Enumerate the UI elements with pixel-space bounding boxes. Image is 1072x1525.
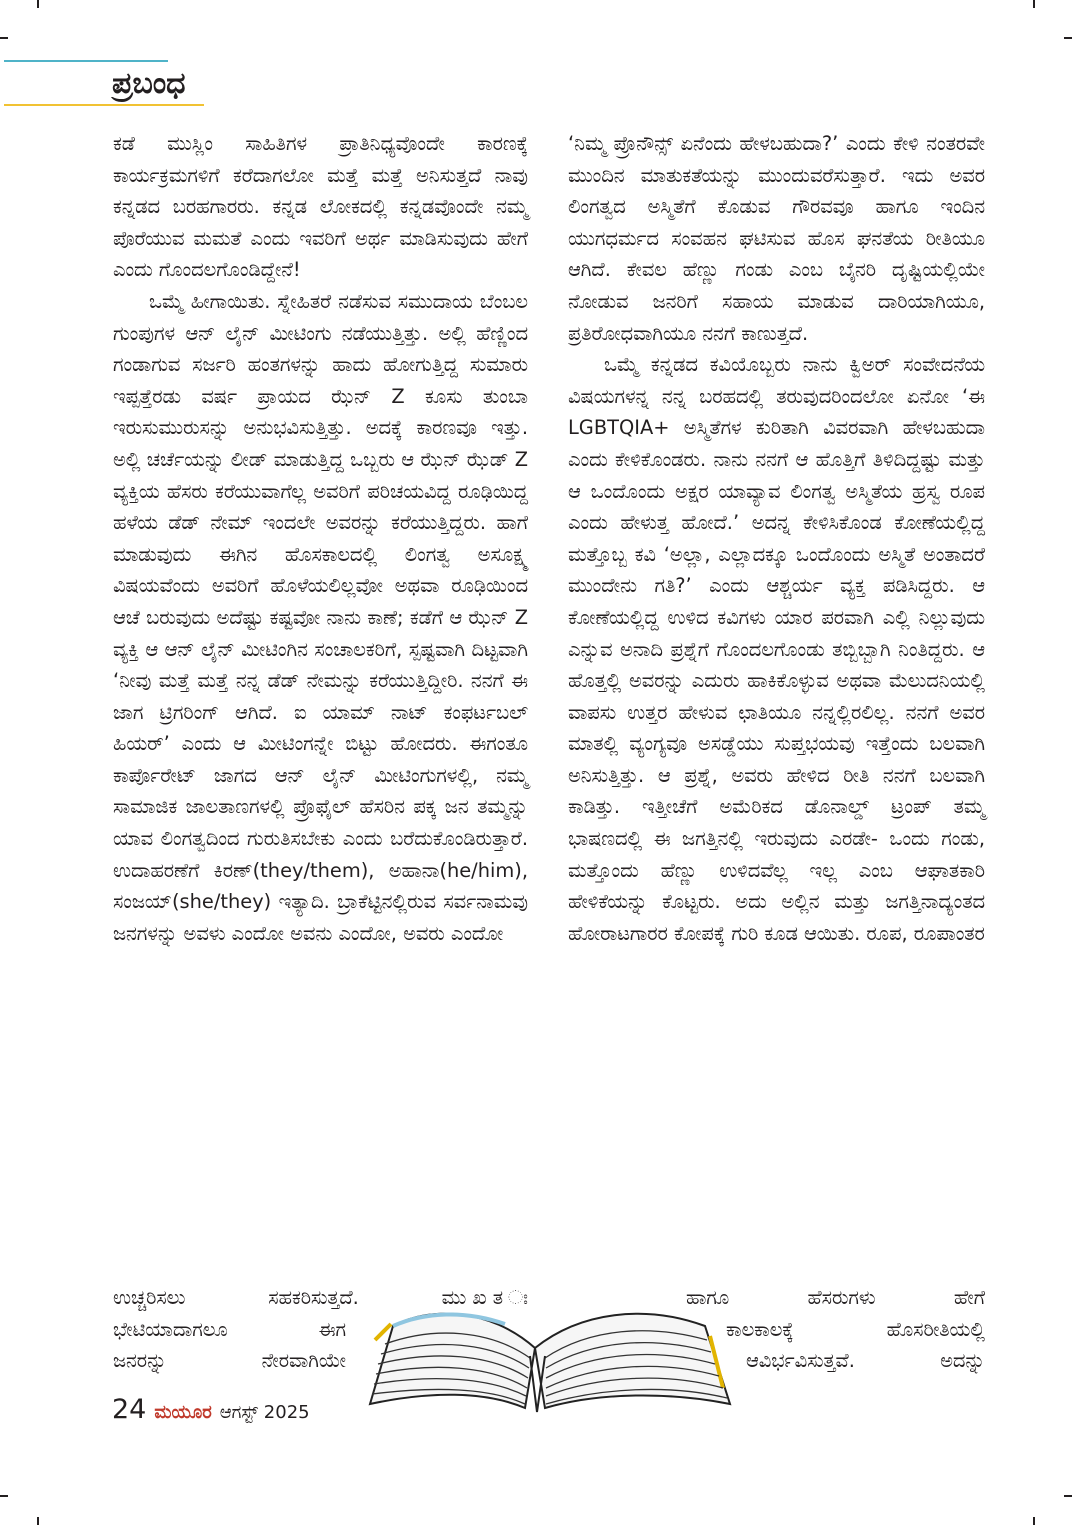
page-number: 24 bbox=[112, 1394, 147, 1425]
crop-mark bbox=[0, 37, 8, 39]
crop-mark bbox=[0, 1495, 8, 1497]
text-line: ಭೇಟಿಯಾದಾಗಲೂ ಈಗ bbox=[113, 1317, 346, 1341]
text-line: ಆವಿರ್ಭವಿಸುತ್ತವೆ. ಅದನ್ನು bbox=[746, 1349, 985, 1373]
right-column bbox=[568, 128, 985, 949]
crop-mark bbox=[1033, 0, 1035, 8]
paragraph: ಒಮ್ಮೆ ಹೀಗಾಯಿತು. ಸ್ನೇಹಿತರೆ ನಡೆಸುವ ಸಮುದಾಯ ಬೆಂಬಲ ಗುಂಪುಗಳ ಆನ್ ಲೈನ್ ಮೀಟಿಂಗು ನಡೆಯುತ್ತಿತ್ತು. ಅಲ್ಲಿ ಹೆಣ್ಣಿಂದ ಗಂಡಾಗುವ ಸರ್ಜರಿ ಹಂತಗಳನ್ನು ಹಾದು ಹೋಗುತ್ತಿದ್ದ ಸುಮಾರು ಇಪ್ಪತ್ತೆರಡು ವರ್ಷ ಪ್ರಾಯದ ಝೆನ್ Z ಕೂಸು ತುಂಬಾ ಇರುಸುಮುರುಸನ್ನು ಅನುಭವಿಸುತ್ತಿತ್ತು. ಅದಕ್ಕೆ ಕಾರಣವೂ ಇತ್ತು. ಅಲ್ಲಿ ಚರ್ಚೆಯನ್ನು ಲೀಡ್ ಮಾಡುತ್ತಿದ್ದ ಒಬ್ಬರು ಆ ಝೆನ್ ಝೆಡ್ Z ವ್ಯಕ್ತಿಯ ಹೆಸರು ಕರೆಯುವಾಗೆಲ್ಲ ಅವರಿಗೆ ಪರಿಚಯವಿದ್ದ ರೂಢಿಯಿದ್ದ ಹಳೆಯ ಡೆಡ್ ನೇಮ್ ಇಂದಲೇ ಅವರನ್ನು ಕರೆಯುತ್ತಿದ್ದರು. ಹಾಗೆ ಮಾಡುವುದು ಈಗಿನ ಹೊಸಕಾಲದಲ್ಲಿ ಲಿಂಗತ್ವ ಅಸೂಕ್ಷ್ಮ ವಿಷಯವೆಂದು ಅವರಿಗೆ ಹೊಳೆಯಲಿಲ್ಲವೋ ಅಥವಾ ರೂಢಿಯಿಂದ ಆಚೆ ಬರುವುದು ಅದೆಷ್ಟು ಕಷ್ಟವೋ ನಾನು ಕಾಣೆ; ಕಡೆಗೆ ಆ ಝೆನ್ Z ವ್ಯಕ್ತಿ ಆ ಆನ್ ಲೈನ್ ಮೀಟಿಂಗಿನ ಸಂಚಾಲಕರಿಗೆ, ಸ್ಪಷ್ಟವಾಗಿ ದಿಟ್ಟವಾಗಿ ‘ನೀವು ಮತ್ತೆ ಮತ್ತೆ ನನ್ನ ಡೆಡ್ ನೇಮನ್ನು ಕರೆಯುತ್ತಿದ್ದೀರಿ. ನನಗೆ ಈ ಜಾಗ ಟ್ರಿಗರಿಂಗ್ ಆಗಿದೆ. ಐ ಯಾಮ್ ನಾಟ್ ಕಂಫರ್ಟಬಲ್ ಹಿಯರ್’ ಎಂದು ಆ ಮೀಟಿಂಗನ್ನೇ ಬಿಟ್ಟು ಹೋದರು. ಈಗಂತೂ ಕಾರ್ಪೊರೇಟ್ ಜಾಗದ ಆನ್ ಲೈನ್ ಮೀಟಿಂಗುಗಳಲ್ಲಿ, ನಮ್ಮ ಸಾಮಾಜಿಕ ಜಾಲತಾಣಗಳಲ್ಲಿ ಪ್ರೊಫೈಲ್ ಹೆಸರಿನ ಪಕ್ಕ ಜನ ತಮ್ಮನ್ನು ಯಾವ ಲಿಂಗತ್ವದಿಂದ ಗುರುತಿಸಬೇಕು ಎಂದು ಬರೆದುಕೊಂಡಿರುತ್ತಾರೆ. ಉದಾಹರಣೆಗೆ ಕಿರಣ್(they/them), ಅಹಾನಾ(he/him), ಸಂಜಯ್(she/they) ಇತ್ಯಾದಿ. ಬ್ರಾಕೆಟ್ಟಿನಲ್ಲಿರುವ ಸರ್ವನಾಮವು ಜನಗಳನ್ನು ಅವಳು ಎಂದೋ ಅವನು ಎಂದೋ, ಅವರು ಎಂದೋ bbox=[113, 289, 528, 945]
issue-date: ಆಗಸ್ಟ್ 2025 bbox=[219, 1402, 310, 1423]
crop-mark bbox=[37, 0, 39, 8]
section-title: ಪ್ರಬಂಧ bbox=[112, 66, 186, 101]
text-line: ಉಚ್ಚರಿಸಲು ಸಹಕರಿಸುತ್ತದೆ. ಮು ಖ ತ ಃ bbox=[113, 1286, 528, 1309]
page-footer bbox=[112, 1394, 310, 1425]
crop-mark bbox=[1064, 1495, 1072, 1497]
left-column bbox=[113, 128, 528, 949]
paragraph: ಒಮ್ಮೆ ಕನ್ನಡದ ಕವಿಯೊಬ್ಬರು ನಾನು ಕ್ವಿಅರ್ ಸಂವೇದನೆಯ ವಿಷಯಗಳನ್ನ ನನ್ನ ಬರಹದಲ್ಲಿ ತರುವುದರಿಂದಲೋ ಏನೋ ‘ಈ LGBTQIA+ ಅಸ್ಮಿತೆಗಳ ಕುರಿತಾಗಿ ವಿವರವಾಗಿ ಹೇಳಬಹುದಾ ಎಂದು ಕೇಳಿಕೊಂಡರು. ನಾನು ನನಗೆ ಆ ಹೊತ್ತಿಗೆ ತಿಳಿದಿದ್ದಷ್ಟು ಮತ್ತು ಆ ಒಂದೊಂದು ಅಕ್ಷರ ಯಾವ್ಯಾವ ಲಿಂಗತ್ವ ಅಸ್ಮಿತೆಯ ಹ್ರಸ್ವ ರೂಪ ಎಂದು ಹೇಳುತ್ತ ಹೋದೆ.’ ಅದನ್ನ ಕೇಳಿಸಿಕೊಂಡ ಕೋಣೆಯಲ್ಲಿದ್ದ ಮತ್ತೊಬ್ಬ ಕವಿ ‘ಅಲ್ಲಾ, ಎಲ್ಲಾದಕ್ಕೂ ಒಂದೊಂದು ಅಸ್ಮಿತೆ ಅಂತಾದರೆ ಮುಂದೇನು ಗತಿ?’ ಎಂದು ಆಶ್ಚರ್ಯ ವ್ಯಕ್ತ ಪಡಿಸಿದ್ದರು. ಆ ಕೋಣೆಯಲ್ಲಿದ್ದ ಉಳಿದ ಕವಿಗಳು ಯಾರ ಪರವಾಗಿ ಎಲ್ಲಿ ನಿಲ್ಲುವುದು ಎನ್ನುವ ಅನಾದಿ ಪ್ರಶ್ನೆಗೆ ಗೊಂದಲಗೊಂಡು ತಬ್ಬಿಬ್ಬಾಗಿ ನಿಂತಿದ್ದರು. ಆ ಹೊತ್ತಲ್ಲಿ ಅವರನ್ನು ಎದುರು ಹಾಕಿಕೊಳ್ಳುವ ಅಥವಾ ಮೆಲುದನಿಯಲ್ಲಿ ವಾಪಸು ಉತ್ತರ ಹೇಳುವ ಛಾತಿಯೂ ನನ್ನಲ್ಲಿರಲಿಲ್ಲ. ನನಗೆ ಅವರ ಮಾತಲ್ಲಿ ವ್ಯಂಗ್ಯವೂ ಅಸಡ್ಡೆಯು ಸುಪ್ತಭಯವು ಇತ್ತೆಂದು ಬಲವಾಗಿ ಅನಿಸುತ್ತಿತ್ತು. ಆ ಪ್ರಶ್ನೆ, ಅವರು ಹೇಳಿದ ರೀತಿ ನನಗೆ ಬಲವಾಗಿ ಕಾಡಿತ್ತು. ಇತ್ತೀಚೆಗೆ ಅಮೆರಿಕದ ಡೊನಾಲ್ಡ್ ಟ್ರಂಪ್ ತಮ್ಮ ಭಾಷಣದಲ್ಲಿ ಈ ಜಗತ್ತಿನಲ್ಲಿ ಇರುವುದು ಎರಡೇ- ಒಂದು ಗಂಡು, ಮತ್ತೊಂದು ಹೆಣ್ಣು ಉಳಿದವೆಲ್ಲ ಇಲ್ಲ ಎಂಬ ಆಘಾತಕಾರಿ ಹೇಳಿಕೆಯನ್ನು ಕೊಟ್ಟರು. ಅದು ಅಲ್ಲಿನ ಮತ್ತು ಜಗತ್ತಿನಾದ್ಯಂತದ ಹೋರಾಟಗಾರರ ಕೋಪಕ್ಕೆ ಗುರಿ ಕೂಡ ಆಯಿತು. ರೂಪ, ರೂಪಾಂತರ bbox=[568, 353, 985, 945]
text-line: ಹಾಗೂ ಹೆಸರುಗಳು ಹೇಗೆ bbox=[686, 1286, 985, 1309]
header-rule-top bbox=[4, 60, 168, 62]
text-line: ಕಾಲಕಾಲಕ್ಕೆ ಹೊಸರೀತಿಯಲ್ಲಿ bbox=[726, 1317, 985, 1341]
paragraph: ‘ನಿಮ್ಮ ಪ್ರೊನೌನ್ಸ್ ಏನೆಂದು ಹೇಳಬಹುದಾ?’ ಎಂದು ಕೇಳಿ ನಂತರವೇ ಮುಂದಿನ ಮಾತುಕತೆಯನ್ನು ಮುಂದುವರೆಸುತ್ತಾರೆ. ಇದು ಅವರ ಲಿಂಗತ್ವದ ಅಸ್ಮಿತೆಗೆ ಕೊಡುವ ಗೌರವವೂ ಹಾಗೂ ಇಂದಿನ ಯುಗಧರ್ಮದ ಸಂವಹನ ಘಟಿಸುವ ಹೊಸ ಘನತೆಯ ರೀತಿಯೂ ಆಗಿದೆ. ಕೇವಲ ಹೆಣ್ಣು ಗಂಡು ಎಂಬ ಬೈನರಿ ದೃಷ್ಟಿಯಲ್ಲಿಯೇ ನೋಡುವ ಜನರಿಗೆ ಸಹಾಯ ಮಾಡುವ ದಾರಿಯಾಗಿಯೂ, ಪ್ರತಿರೋಧವಾಗಿಯೂ ನನಗೆ ಕಾಣುತ್ತದೆ. bbox=[568, 132, 985, 345]
paragraph: ಕಡೆ ಮುಸ್ಲಿಂ ಸಾಹಿತಿಗಳ ಪ್ರಾತಿನಿಧ್ಯವೊಂದೇ ಕಾರಣಕ್ಕೆ ಕಾರ್ಯಕ್ರಮಗಳಿಗೆ ಕರೆದಾಗಲೋ ಮತ್ತೆ ಮತ್ತೆ ಅನಿಸುತ್ತದೆ ನಾವು ಕನ್ನಡದ ಬರಹಗಾರರು. ಕನ್ನಡ ಲೋಕದಲ್ಲಿ ಕನ್ನಡವೊಂದೇ ನಮ್ಮ ಪೊರೆಯುವ ಮಮತೆ ಎಂದು ಇವರಿಗೆ ಅರ್ಥ ಮಾಡಿಸುವುದು ಹೇಗೆ ಎಂದು ಗೊಂದಲಗೊಂಡಿದ್ದೇನೆ! bbox=[113, 132, 528, 282]
crop-mark bbox=[1033, 1517, 1035, 1525]
header-rule-bottom bbox=[4, 104, 204, 106]
magazine-logo: ಮಯೂರ bbox=[154, 1402, 212, 1423]
text-line: ಜನರನ್ನು ನೇರವಾಗಿಯೇ bbox=[113, 1349, 346, 1373]
open-book-illustration bbox=[345, 1296, 740, 1414]
crop-mark bbox=[37, 1517, 39, 1525]
crop-mark bbox=[1064, 37, 1072, 39]
